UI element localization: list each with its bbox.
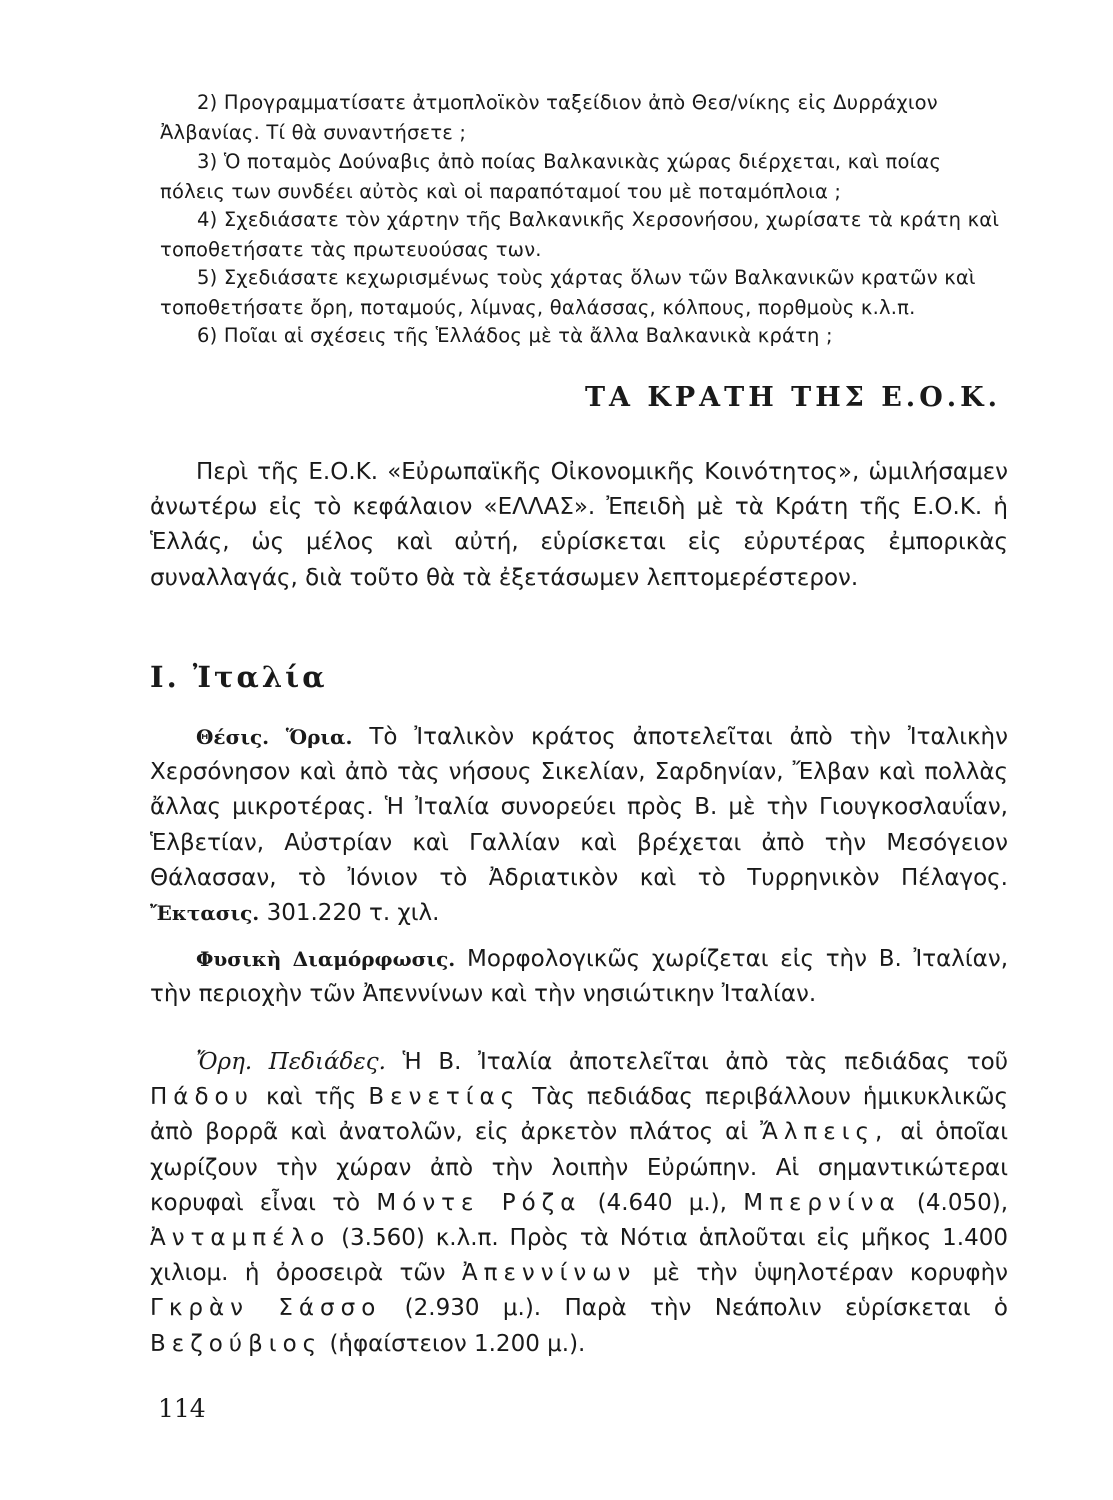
mountains-paragraph [150,1045,1008,1362]
physical-paragraph [150,942,1008,1012]
physical-label: Φυσικὴ Διαμόρφωσις. [196,947,456,971]
question-text: Σχεδιάσατε κεχωρισμένως τοὺς χάρτας ὅλων τῶν Βαλκανικῶν κρατῶν καὶ τοποθετήσατε ὄρη, ποταμούς, λίμνας, θαλάσσας, κόλπους, πορθμοὺς κ.λ.π. [160,266,976,319]
bernina-name: Μπερνίνα [743,1189,901,1216]
gran-sasso-name: Γκρὰν Σάσσο [150,1295,382,1322]
area-label: Ἔκτασις. [150,901,260,926]
mountains-text: μὲ τὴν ὑψηλοτέραν κορυφὴν [652,1260,1009,1287]
mountains-text: (4.640 μ.), [597,1189,727,1216]
question-5 [160,263,1005,322]
question-text: Σχεδιάσατε τὸν χάρτην τῆς Βαλκανικῆς Χερσονήσου, χωρίσατε τὰ κράτη καὶ τοποθετήσατε τὰς πρωτευούσας των. [160,208,1000,261]
physical-text: Μορφολογικῶς χωρίζεται εἰς τὴν Β. Ἰταλίαν, τὴν περιοχὴν τῶν Ἀπεννίνων καὶ τὴν νησιώτικην Ἰταλίαν. [150,946,1009,1008]
apennines-name: Ἀπεννίνων [461,1260,637,1287]
po-name: Πάδου [150,1084,254,1111]
thesis-paragraph [150,720,1008,931]
mountains-text: (3.560) κ.λ.π. Πρὸς τὰ Νότια ἁπλοῦται εἰς μῆκος 1.400 χιλιομ. ἡ ὀροσειρὰ τῶν [150,1225,1009,1287]
alps-name: Ἄλπεις, [760,1119,889,1146]
question-number: 2) [197,91,218,114]
mountains-text: αἱ ὁποῖαι χωρίζουν τὴν χώραν ἀπὸ τὴν λοιπὴν Εὐρώπην. Αἱ σημαντικώτεραι κορυφαὶ εἶναι τὸ [150,1119,1008,1216]
question-number: 3) [197,150,218,173]
antabelo-name: Ἀνταμπέλο [150,1225,331,1252]
question-number: 4) [197,208,218,231]
mountains-text: (2.930 μ.). Παρὰ τὴν Νεάπολιν εὑρίσκεται ὁ [404,1295,1008,1322]
question-4 [160,205,1005,264]
section-title: I. Ἰταλία [150,660,328,694]
question-number: 5) [197,266,218,289]
mountains-text: (ἡφαίστειον 1.200 μ.). [329,1330,586,1357]
veneto-name: Βενετίας [368,1084,521,1111]
mountains-label: Ὄρη. Πεδιάδες. [196,1049,386,1075]
question-text: Ποῖαι αἱ σχέσεις τῆς Ἑλλάδος μὲ τὰ ἄλλα Βαλκανικὰ κράτη ; [223,324,833,347]
mountains-text: Τὰς πεδιάδας περιβάλλουν ἡμικυκλικῶς ἀπὸ βορρᾶ καὶ ἀνατολῶν, εἰς ἀρκετὸν πλάτος αἱ [150,1084,1009,1146]
vesuvius-name: Βεζούβιος [150,1330,323,1357]
page-number: 114 [158,1394,206,1423]
mountains-text: καὶ τῆς [265,1084,357,1111]
mountains-text: (4.050), [916,1189,1009,1216]
mountains-text: Ἡ Β. Ἰταλία ἀποτελεῖται ἀπὸ τὰς πεδιάδας τοῦ [402,1049,1009,1075]
question-number: 6) [197,324,218,347]
area-text: 301.220 τ. χιλ. [266,900,440,927]
intro-paragraph [150,455,1008,596]
question-3 [160,147,1005,206]
thesis-label: Θέσις. Ὅρια. [196,725,353,749]
chapter-heading: ΤΑ ΚΡΑΤΗ ΤΗΣ Ε.Ο.Κ. [584,382,1001,413]
question-6 [160,321,1005,351]
monte-rosa-name: Μόντε Ρόζα [376,1189,582,1216]
thesis-text: Τὸ Ἰταλικὸν κράτος ἀποτελεῖται ἀπὸ τὴν Ἰταλικὴν Χερσόνησον καὶ ἀπὸ τὰς νήσους Σικελίαν, Σαρδηνίαν, Ἔλβαν καὶ πολλὰς ἄλλας μικροτέρας. Ἡ Ἰταλία συνορεύει πρὸς Β. μὲ τὴν Γιουγκοσλαυΐαν, Ἑλβετίαν, Αὐστρίαν καὶ Γαλλίαν καὶ βρέχεται ἀπὸ τὴν Μεσόγειον Θάλασσαν, τὸ Ἰόνιον τὸ Ἀδριατικὸν καὶ τὸ Τυρρηνικὸν Πέλαγος. [150,724,1008,891]
question-text: Ὁ ποταμὸς Δούναβις ἀπὸ ποίας Βαλκανικὰς χώρας διέρχεται, καὶ ποίας πόλεις των συνδέει αὐτὸς καὶ οἱ παραπόταμοί του μὲ ποταμόπλοια ; [160,150,942,203]
question-text: Προγραμματίσατε ἀτμοπλοϊκὸν ταξείδιον ἀπὸ Θεσ/νίκης εἰς Δυρράχιον Ἀλβανίας. Τί θὰ συναντήσετε ; [160,91,938,144]
question-2 [160,88,1005,147]
intro-text: Περὶ τῆς Ε.Ο.Κ. «Εὐρωπαϊκῆς Οἰκονομικῆς Κοινότητος», ὡμιλήσαμεν ἀνωτέρω εἰς τὸ κεφάλαιον «ΕΛΛΑΣ». Ἐπειδὴ μὲ τὰ Κράτη τῆς Ε.Ο.Κ. ἡ Ἑλλάς, ὡς μέλος καὶ αὐτή, εὑρίσκεται εἰς εὐρυτέρας ἐμπορικὰς συναλλαγάς, διὰ τοῦτο θὰ τὰ ἐξετάσωμεν λεπτομερέστερον. [150,459,1008,591]
